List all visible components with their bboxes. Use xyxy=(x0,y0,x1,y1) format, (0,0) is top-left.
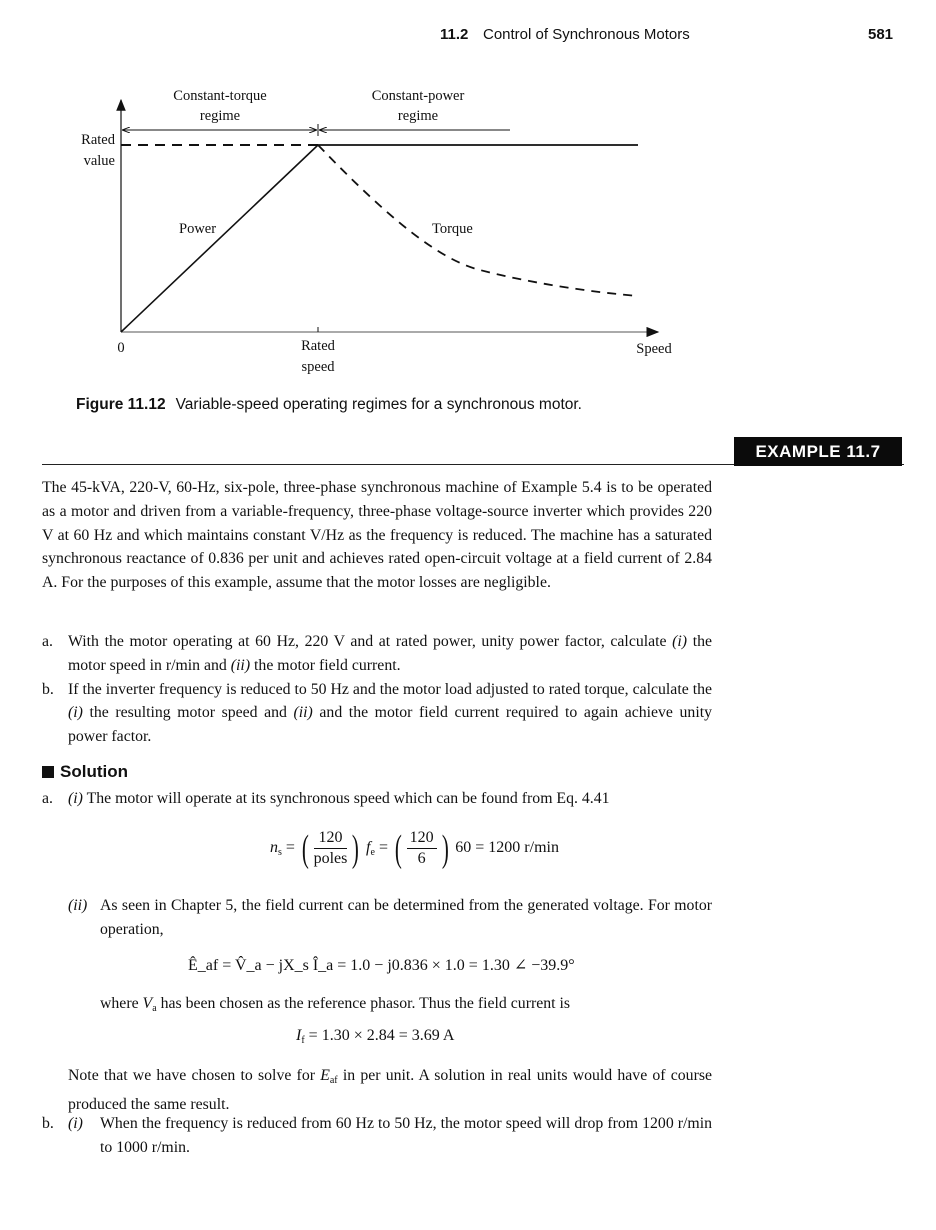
solution-a-i: a. (i) The motor will operate at its synchronous speed which can be found from Eq. 4.41 xyxy=(42,790,610,807)
problem-statement: The 45-kVA, 220-V, 60-Hz, six-pole, three-phase synchronous machine of Example 5.4 is to be operated as a motor and driven from a variable-frequency, three-phase voltage-source inverter which provides 220 V at 60 Hz and which maintains constant V/Hz as the frequency is reduced. The machine has a saturated synchronous reactance of 0.836 per unit and achieves rated open-circuit voltage at a field current of 2.84 A. For the purposes of this example, assume that the motor losses are negligible. xyxy=(42,479,712,592)
running-head xyxy=(0,26,936,46)
torque-label: Torque xyxy=(432,221,473,237)
caption-number: Figure 11.12 xyxy=(76,396,166,413)
svg-text:value: value xyxy=(83,153,115,169)
equation-sync-speed: $n_s$ = ( $\frac{120}{\text{poles}}$ ) $f_e$ = ( $\frac{120}{6}$ ) 60 = 1200 r/min xyxy=(270,827,559,870)
x-axis-label: Speed xyxy=(636,341,672,357)
solution-b-i: b. (i) When the frequency is reduced from 60 Hz to 50 Hz, the motor speed will drop from 1200 r/min to 1000 r/min. xyxy=(42,1115,712,1156)
problem-part-b: b. If the inverter frequency is reduced to 50 Hz and the motor load adjusted to rated torque, calculate the (i) the resulting motor speed and (ii) and the motor field current required to again achieve unity power factor. xyxy=(42,680,712,746)
svg-text:regime: regime xyxy=(199,108,241,124)
equation-field-current: $I_f = 1.30 \times 2.84 = 3.69$ A xyxy=(296,1027,455,1046)
svg-text:regime: regime xyxy=(397,108,439,124)
where-text: where $V_a$ has been chosen as the reference phasor. Thus the field current is xyxy=(100,995,570,1014)
solution-a-ii: (ii) As seen in Chapter 5, the field current can be determined from the generated voltage. For motor operation, xyxy=(68,897,712,938)
problem-part-a: a. With the motor operating at 60 Hz, 220 V and at rated power, unity power factor, calculate (i) the motor speed in r/min and (ii) the motor field current. xyxy=(42,633,713,674)
svg-text:speed: speed xyxy=(301,359,335,375)
solution-heading: Solution xyxy=(42,762,128,782)
power-label: Power xyxy=(179,221,217,237)
note-text: Note that we have chosen to solve for $E_{af}$ in per unit. A solution in real units would have of course produced the same result. xyxy=(68,1067,712,1113)
example-badge: EXAMPLE 11.7 xyxy=(734,437,902,466)
y-axis-label: Rated xyxy=(81,132,115,148)
problem-parts xyxy=(42,630,712,749)
regime-right-label: Constant-power xyxy=(371,88,465,104)
figure-operating-regimes xyxy=(60,80,700,385)
square-bullet-icon xyxy=(42,766,54,778)
section-number: 11.2 xyxy=(440,26,469,43)
equation-generated-voltage: Ê_af = V̂_a − jX_s Î_a = 1.0 − j0.836 × 1.0 = 1.30 ∠ −39.9° xyxy=(188,957,575,974)
page-number: 581 xyxy=(868,26,894,43)
x-origin-label: 0 xyxy=(117,340,125,356)
regime-left-label: Constant-torque xyxy=(173,88,267,104)
power-ramp-line xyxy=(121,145,318,332)
torque-curve xyxy=(318,145,638,296)
figure-caption xyxy=(76,396,582,414)
rated-speed-label: Rated xyxy=(301,338,335,354)
caption-text: Variable-speed operating regimes for a synchronous motor. xyxy=(175,396,582,413)
section-title: Control of Synchronous Motors xyxy=(483,26,690,43)
